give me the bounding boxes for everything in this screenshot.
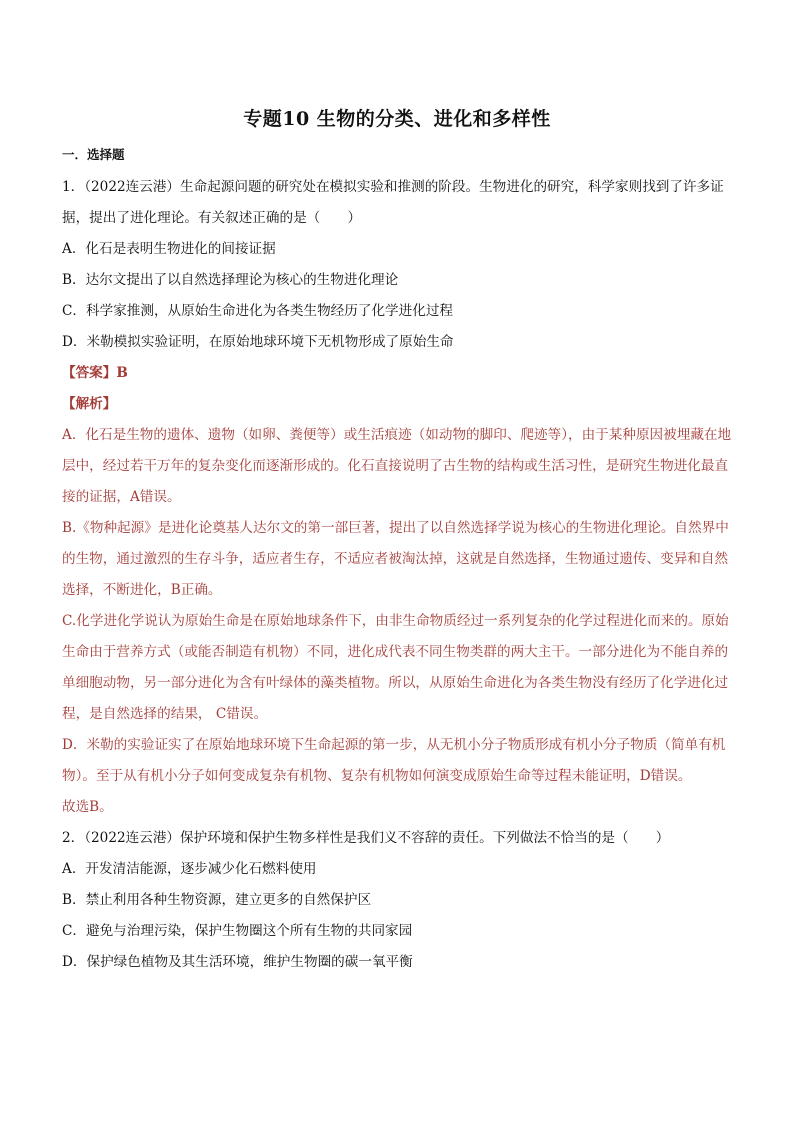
analysis-c: C.化学进化学说认为原始生命是在原始地球条件下，由非生命物质经过一系列复杂的化学过程进化而来的。原始生命由于营养方式（或能否制造有机物）不同，进化成代表不同生物类群的两大主干。一部分进化为不能自养的单细胞动物，另一部分进化为含有叶绿体的藻类植物。所以，从原始生命进化为各类生物没有经历了化学进化过程，是自然选择的结果， C错误。: [62, 613, 729, 722]
section-heading: 一．选择题: [62, 147, 125, 162]
answer-label: 【答案】: [62, 365, 117, 381]
question-1-option-a: A．化石是表明生物进化的间接证据: [62, 241, 276, 257]
page-title: 专题10 生物的分类、进化和多样性: [243, 108, 551, 130]
question-1-answer: [62, 358, 732, 389]
question-2-option-b: B．禁止利用各种生物资源，建立更多的自然保护区: [62, 892, 372, 908]
question-2-option-d: D．保护绿色植物及其生活环境，维护生物圈的碳一氧平衡: [62, 954, 413, 970]
analysis-conclusion: 故选B。: [62, 799, 113, 815]
document-page: [62, 96, 732, 978]
question-1-option-c: C．科学家推测，从原始生命进化为各类生物经历了化学进化过程: [62, 303, 454, 319]
analysis-label: 【解析】: [62, 396, 117, 412]
question-1-stem: 1．（2022连云港）生命起源问题的研究处在模拟实验和推测的阶段。生物进化的研究，科学家则找到了许多证据，提出了进化理论。有关叙述正确的是（ ）: [62, 179, 724, 226]
analysis-b: B.《物种起源》是进化论奠基人达尔文的第一部巨著，提出了以自然选择学说为核心的生物进化理论。自然界中的生物，通过激烈的生存斗争，适应者生存，不适应者被淘汰掉，这就是自然选择，生物通过遗传、变异和自然选择，不断进化，B正确。: [62, 520, 729, 598]
analysis-d: D．米勒的实验证实了在原始地球环境下生命起源的第一步，从无机小分子物质形成有机小分子物质（简单有机物）。至于从有机小分子如何变成复杂有机物、复杂有机物如何演变成原始生命等过程未能证明，D错误。: [62, 737, 726, 784]
question-2-stem: 2．（2022连云港）保护环境和保护生物多样性是我们义不容辞的责任。下列做法不恰当的是（ ）: [62, 830, 670, 846]
question-1-option-b: B．达尔文提出了以自然选择理论为核心的生物进化理论: [62, 272, 399, 288]
answer-value: B: [116, 365, 128, 381]
question-2-option-a: A．开发清洁能源，逐步减少化石燃料使用: [62, 861, 317, 877]
analysis-a: A．化石是生物的遗体、遗物（如卵、粪便等）或生活痕迹（如动物的脚印、爬迹等），由于某种原因被埋藏在地层中，经过若干万年的复杂变化而逐渐形成的。化石直接说明了古生物的结构或生活习性，是研究生物进化最直接的证据，A错误。: [62, 427, 732, 505]
question-1-option-d: D．米勒模拟实验证明，在原始地球环境下无机物形成了原始生命: [62, 334, 454, 350]
question-2-option-c: C．避免与治理污染，保护生物圈这个所有生物的共同家园: [62, 923, 413, 939]
